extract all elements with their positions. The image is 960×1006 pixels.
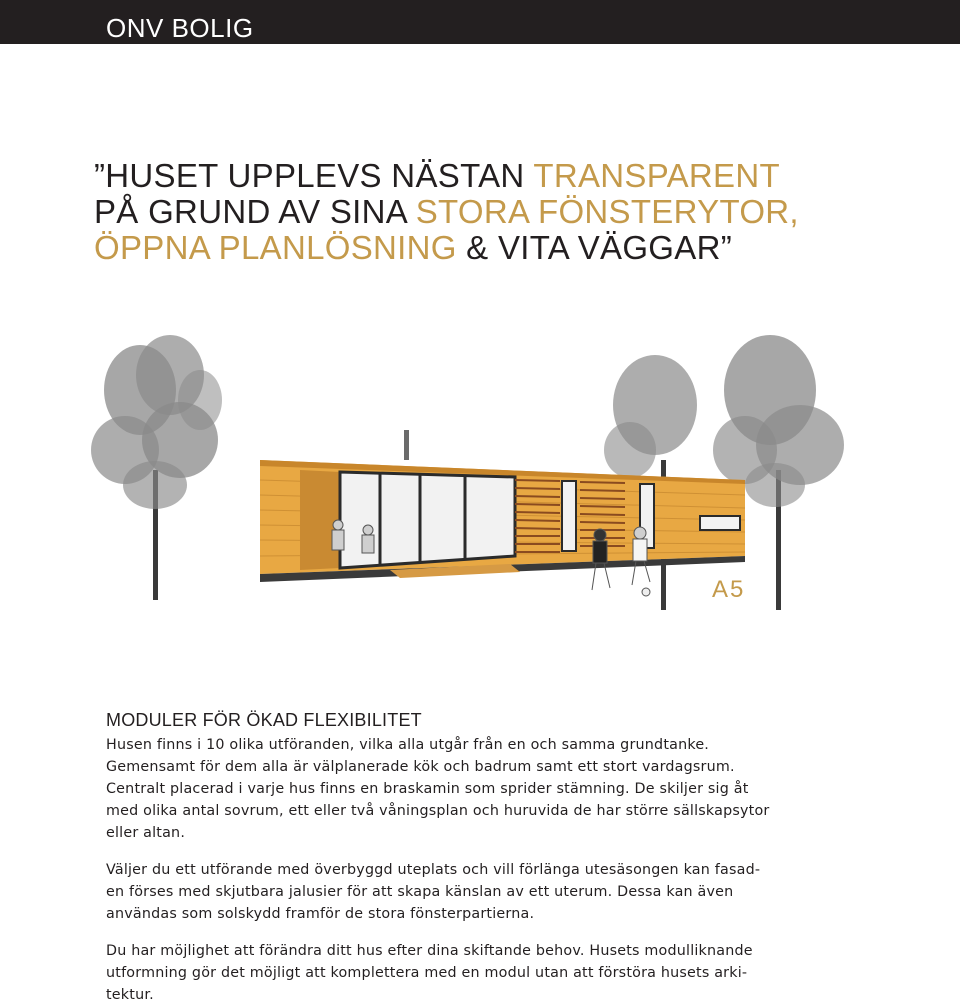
text-line: användas som solskydd framför de stora fönsterpartierna.: [106, 906, 535, 922]
model-label: A5: [712, 576, 746, 603]
text-line: eller altan.: [106, 825, 186, 841]
text-line: Du har möjlighet att förändra ditt hus efter dina skiftande behov. Husets modulliknande: [106, 943, 753, 959]
text-line: en förses med skjutbara jalusier för att skapa känslan av ett uterum. Dessa kan även: [106, 884, 734, 900]
quote-text: & VITA VÄGGAR”: [456, 229, 733, 266]
quote-accent: STORA FÖNSTERYTOR,: [415, 193, 799, 230]
quote-text: PÅ GRUND AV SINA: [94, 193, 416, 230]
brand-title: ONV BOLIG: [106, 13, 254, 43]
quote-line-1: [94, 158, 874, 194]
text-line: Gemensamt för dem alla är välplanerade kök och badrum samt ett stort vardagsrum.: [106, 759, 735, 775]
paragraph-1: [106, 734, 770, 844]
header-bar: [0, 0, 960, 44]
text-line: Husen finns i 10 olika utföranden, vilka alla utgår från en och samma grundtanke.: [106, 737, 710, 753]
house-illustration: [70, 320, 870, 620]
quote-line-2: [94, 194, 874, 230]
paragraph-3: [106, 940, 753, 1006]
quote-text: ”HUSET UPPLEVS NÄSTAN: [94, 157, 534, 194]
text-line: utformning gör det möjligt att komplettera med en modul utan att förstöra husets arki-: [106, 965, 748, 981]
paragraph-2: [106, 859, 761, 925]
tree-left: [91, 335, 222, 600]
quote-accent: TRANSPARENT: [533, 157, 780, 194]
text-line: med olika antal sovrum, ett eller två våningsplan och huruvida de har större sällskapsytor: [106, 803, 770, 819]
text-line: Väljer du ett utförande med överbyggd uteplats och vill förlänga utesäsongen kan fasad-: [106, 862, 761, 878]
quote-accent: ÖPPNA PLANLÖSNING: [94, 229, 457, 266]
text-line: tektur.: [106, 987, 154, 1003]
tree-right-2: [713, 335, 844, 610]
quote-line-3: [94, 230, 874, 266]
text-line: Centralt placerad i varje hus finns en braskamin som sprider stämning. De skiljer sig åt: [106, 781, 749, 797]
pull-quote: [94, 158, 874, 266]
section-heading: MODULER FÖR ÖKAD FLEXIBILITET: [106, 710, 422, 730]
